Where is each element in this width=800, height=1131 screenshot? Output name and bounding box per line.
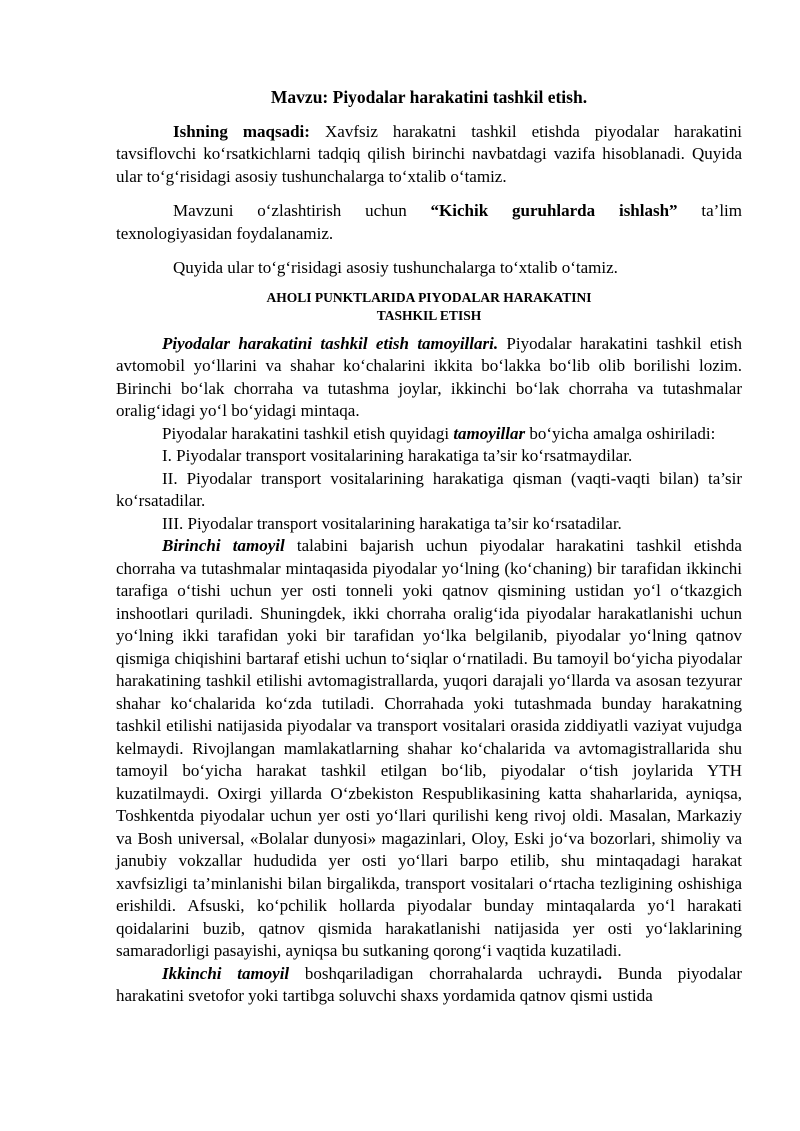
intro-paragraph: Quyida ular to‘g‘risidagi asosiy tushunchalarga to‘xtalib o‘tamiz. bbox=[173, 258, 618, 277]
second-principle-dot: . bbox=[597, 963, 602, 983]
section-heading-line-2: TASHKIL ETISH bbox=[376, 307, 482, 323]
list-item: III. Piyodalar transport vositalarining harakatiga ta’sir ko‘rsatadilar. bbox=[162, 513, 622, 533]
first-principle-paragraph bbox=[116, 535, 742, 963]
purpose-text: Xavfsiz harakatni tashkil etishda piyodalar harakatini tavsiflovchi ko‘rsatkichlarni tadqiq qilish birinchi navbatdagi vazifa hisoblanadi. Quyida ular to‘g‘risidagi asosiy tushunchalarga to‘xtalib o‘tamiz. bbox=[116, 121, 743, 186]
method-technology-name: “Kichik guruhlarda ishlash” bbox=[430, 201, 678, 220]
section-heading-line-1: AHOLI PUNKTLARIDA PIYODALAR HARAKATINI bbox=[266, 289, 592, 305]
first-principle-lead: Birinchi tamoyil bbox=[162, 536, 285, 555]
principles-text: Piyodalar harakatini tashkil etish avtomobil yo‘llarini va shahar ko‘chalarini ikkita bo‘lakka bo‘lib olib borilishi lozim. Birinchi bo‘lak chorraha va tutashma joylar, ikkinchi bo‘lak chorraha va tutashmalar oralig‘idagi yo‘l bo‘yidagi mintaqa. bbox=[116, 333, 742, 420]
purpose-label: Ishning maqsadi: bbox=[173, 121, 310, 141]
second-principle-text-2: Bunda piyodalar harakatini svetofor yoki tartibga soluvchi shaxs yordamida qatnov qismi ustida bbox=[116, 963, 742, 1005]
second-principle-lead: Ikkinchi tamoyil bbox=[162, 963, 290, 983]
principles-paragraph bbox=[116, 333, 742, 423]
principles-intro-before: Piyodalar harakatini tashkil etish quyidagi bbox=[162, 423, 454, 443]
second-principle-text-1: boshqariladigan chorrahalarda uchraydi bbox=[289, 963, 598, 983]
principles-lead: Piyodalar harakatini tashkil etish tamoyillari. bbox=[162, 333, 499, 353]
page-title: Mavzu: Piyodalar harakatini tashkil etish. bbox=[270, 87, 588, 107]
purpose-paragraph bbox=[116, 121, 742, 189]
section-heading bbox=[116, 289, 742, 325]
method-text-after: ta’lim texnologiyasidan foydalanamiz. bbox=[116, 201, 743, 243]
second-principle-paragraph bbox=[116, 963, 742, 1008]
list-item: I. Piyodalar transport vositalarining harakatiga ta’sir ko‘rsatmaydilar. bbox=[162, 446, 633, 465]
principles-intro-after: bo‘yicha amalga oshiriladi: bbox=[525, 423, 716, 443]
method-text-before: Mavzuni o‘zlashtirish uchun bbox=[173, 201, 431, 220]
principles-intro-paragraph bbox=[116, 423, 742, 446]
first-principle-text: talabini bajarish uchun piyodalar harakatini tashkil etishda chorraha va tutashmalar mintaqasida piyodalar yo‘lning (ko‘chaning) bir tarafidan ikkinchi tarafiga o‘tishi uchun yer osti tonneli yoki qatnov qismining ustidan yo‘l o‘tkazgich inshootlari quriladi. Shuningdek, ikki chorraha oralig‘ida piyodalar harakatlanishi uchun yo‘lning ikki tarafidan yoki bir tarafidan yo‘lka belgilanib, piyodalar yo‘lning qatnov qismiga chiqishini bartaraf etishi uchun to‘siqlar o‘rnatiladi. Bu tamoyil bo‘yicha piyodalar harakatining tashkil etilishi avtomagistrallarda, yuqori darajali yo‘llarda va asosan tezyurar shahar ko‘chalarida ko‘zda tutiladi. Chorrahada yoki tutashmada bunday harakatning tashkil etilishi natijasida piyodalar va transport vositalari orasida ziddiyatli vaziyat vujudga kelmaydi. Rivojlangan mamlakatlarning shahar ko‘chalarida va avtomagistrallarida shu tamoyil bo‘yicha harakat tashkil etilgan bo‘lib, piyodalar o‘tish joylarida YTH kuzatilmaydi. Oxirgi yillarda O‘zbekiston Respublikasining katta shaharlarida, ayniqsa, Toshkentda piyodalar uchun yer osti yo‘llari qurilishi keng rivoj oldi. Masalan, Markaziy va Bosh universal, «Bolalar dunyosi» magazinlari, Oloy, Eski jo‘va bozorlari, shimoliy va janubiy vokzallar hududida yer osti yo‘llari barpo etilib, shu mintaqadagi harakat xavfsizligi ta’minlanishi bilan birgalikda, transport vositalari o‘rtacha tezligining oshishiga erishildi. Afsuski, ko‘pchilik hollarda piyodalar bunday mintaqalarda yo‘l harakati qoidalarini buzib, qatnov qismida harakatlanishi natijasida yer osti yo‘laklarining samaradorligi pasayishi, ayniqsa bu sutkaning qorong‘i vaqtida kuzatiladi. bbox=[116, 536, 742, 960]
principles-intro-emphasis: tamoyillar bbox=[453, 423, 526, 443]
list-item: II. Piyodalar transport vositalarining harakatiga qisman (vaqti-vaqti bilan) ta’sir ko‘rsatadilar. bbox=[116, 468, 742, 510]
method-paragraph bbox=[116, 200, 742, 245]
